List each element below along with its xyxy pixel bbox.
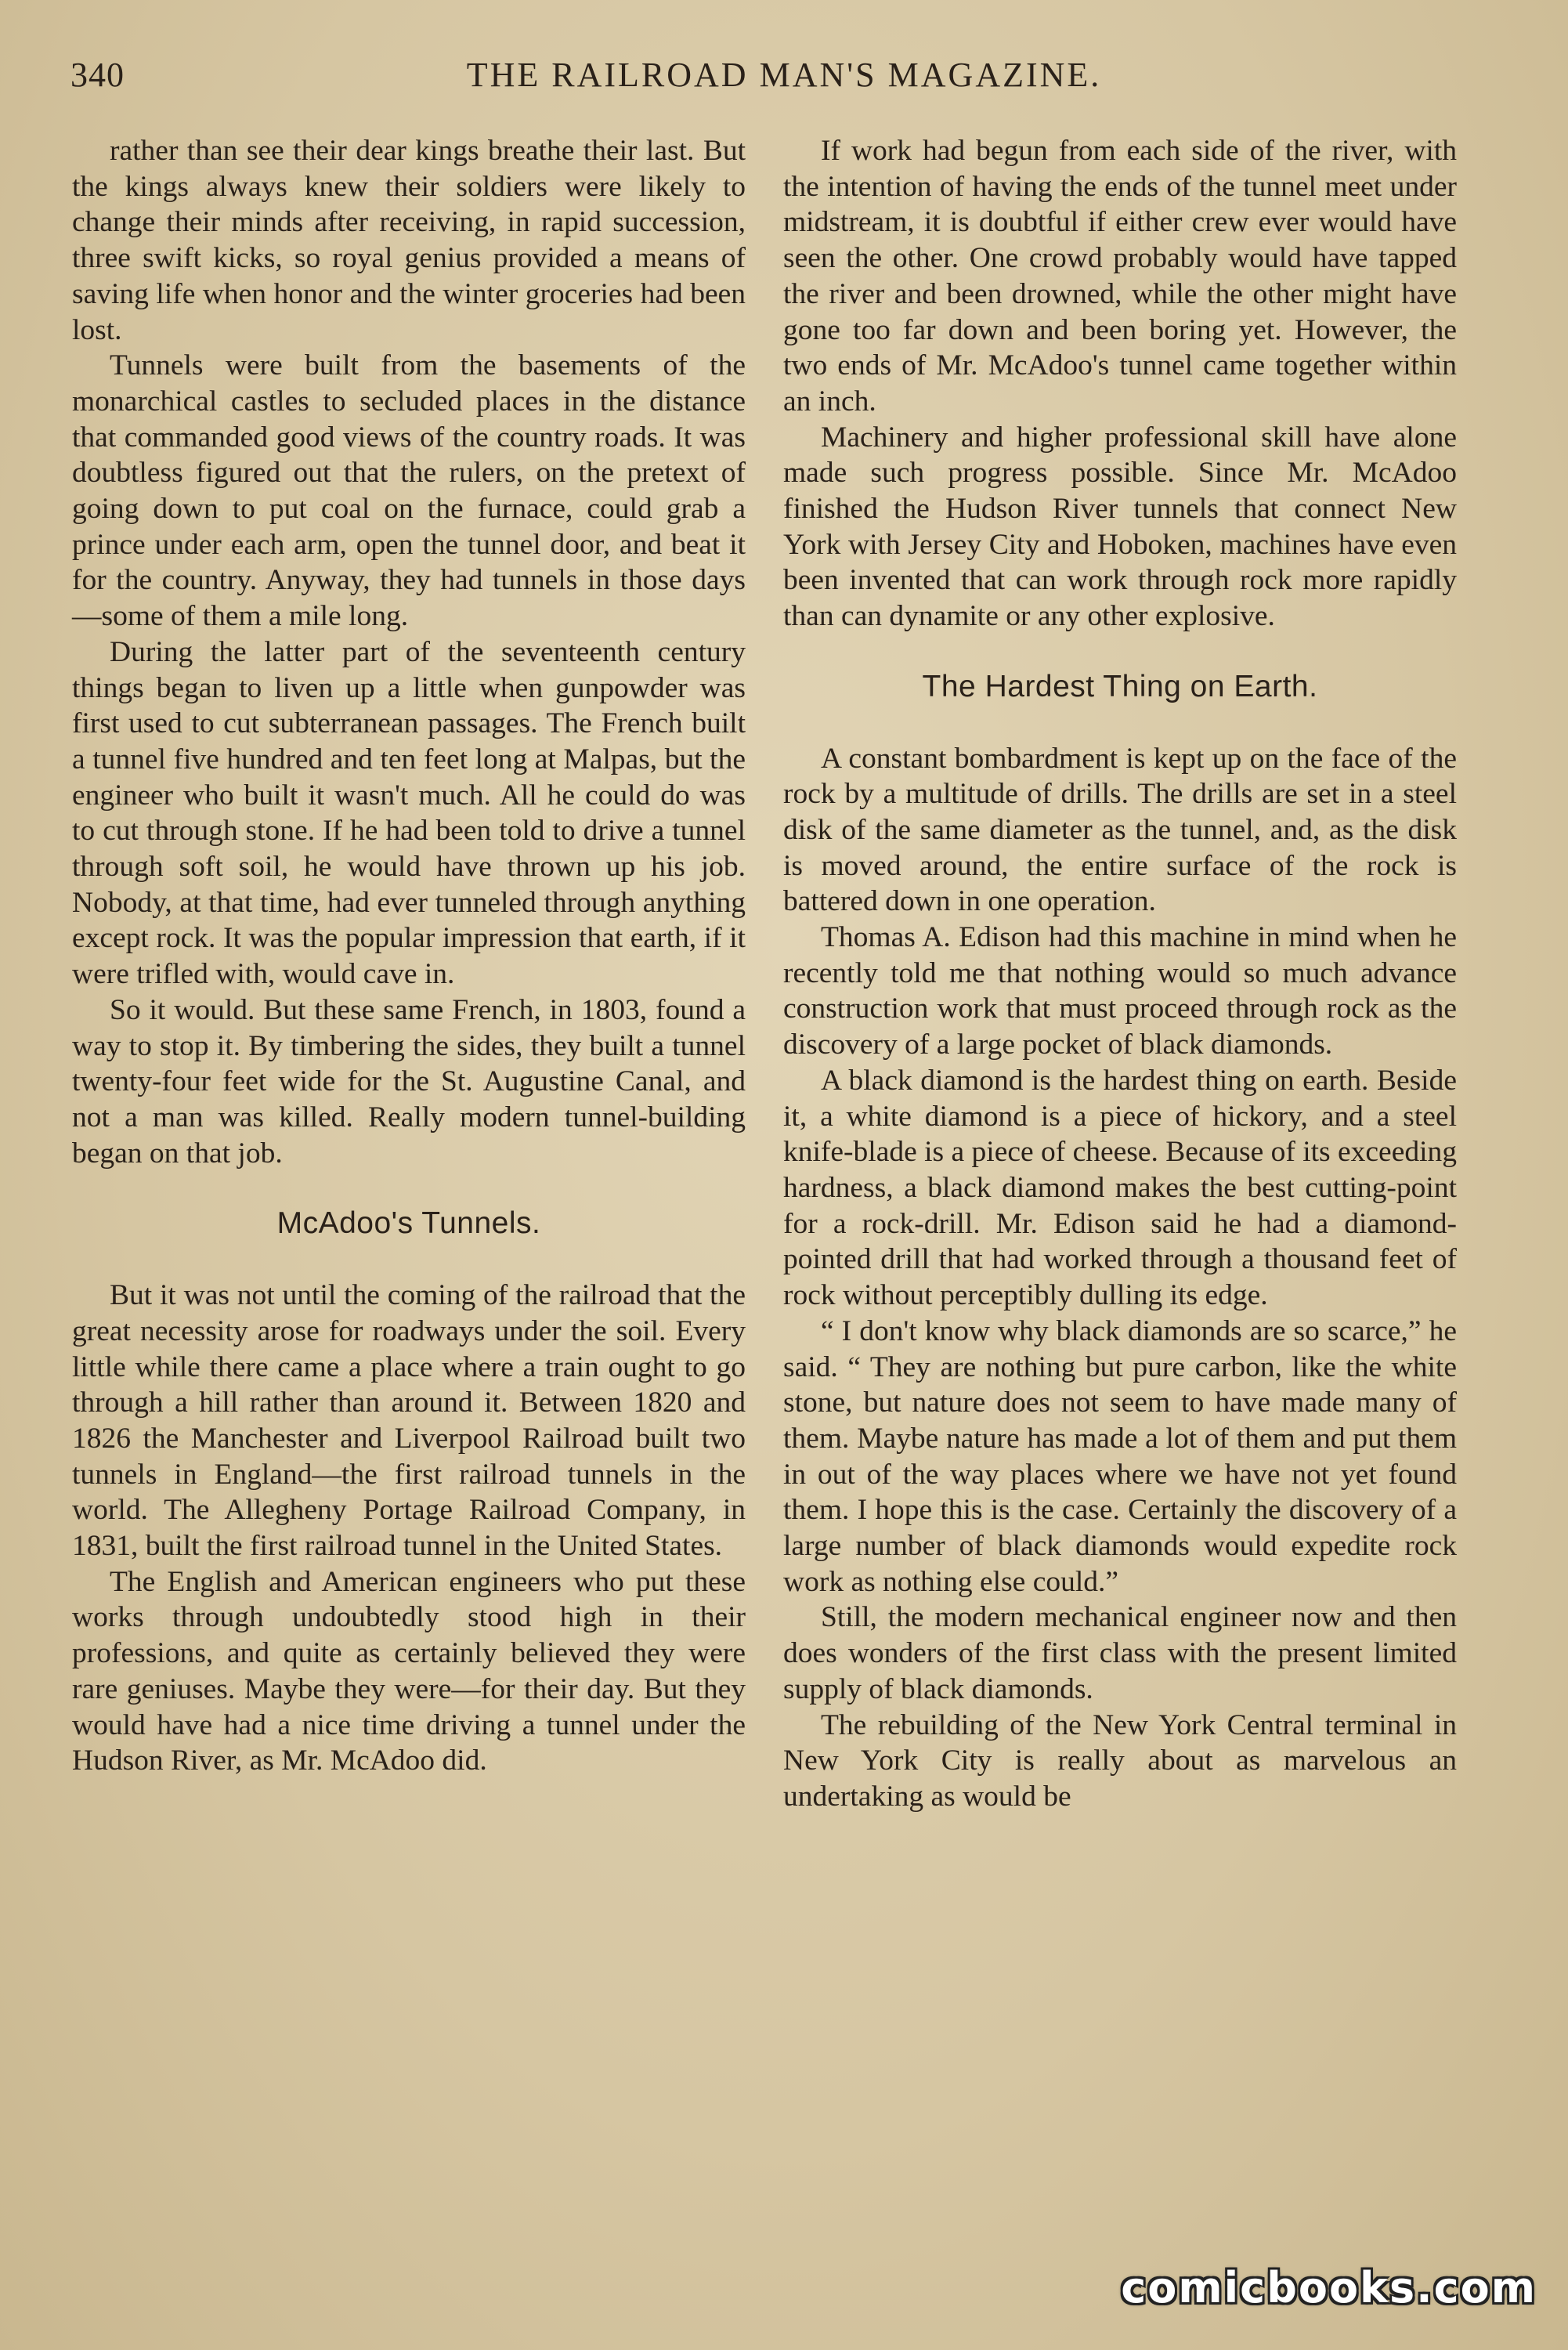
paragraph: Machinery and higher professional skill have alone made such progress possible. Since Mr. McAdoo finished the Hudson River tunnels that connect New York with Jersey City and Hoboken, machines have even been invented that can work through rock more rapidly than can dynamite or any other explosive.: [783, 421, 1457, 633]
paragraph: Tunnels were built from the basements of the monarchical castles to secluded places in the distance that commanded good views of the country roads. It was doubtless figured out that the rulers, on the pretext of going down to put coal on the furnace, could grab a prince under each arm, open the tunnel door, and beat it for the country. Anyway, they had tunnels in those days—some of them a mile long.: [72, 349, 746, 633]
paragraph: The English and American engineers who put these works through undoubtedly stood high in their professions, and quite as certainly believed they were rare geniuses. Maybe they were—for their day. But they would have had a nice time driving a tunnel under the Hudson River, as Mr. McAdoo did.: [72, 1565, 746, 1777]
page-number: 340: [70, 56, 125, 94]
paragraph: “ I don't know why black diamonds are so scarce,” he said. “ They are nothing but pure carbon, like the white stone, but nature does not seem to have made many of them. Maybe nature has made a lot of them and put them in out of the way places where we have not yet found them. I hope this is the case. Certainly the discovery of a large number of black diamonds would expedite rock work as nothing else could.”: [783, 1314, 1457, 1598]
paragraph: Still, the modern mechanical engineer now and then does wonders of the first class with the present limited supply of black diamonds.: [783, 1601, 1457, 1705]
paragraph: So it would. But these same French, in 1803, found a way to stop it. By timbering the sides, they built a tunnel twenty-four feet wide for the St. Augustine Canal, and not a man was killed. Really modern tunnel-building began on that job.: [72, 993, 746, 1170]
paragraph: A black diamond is the hardest thing on earth. Beside it, a white diamond is a piece of hickory, and a steel knife-blade is a piece of cheese. Because of its exceeding hardness, a black diamond makes the best cutting-point for a rock-drill. Mr. Edison said he had a diamond-pointed drill that had worked through a thousand feet of rock without perceptibly dulling its edge.: [783, 1064, 1458, 1312]
paragraph: During the latter part of the seventeenth century things began to liven up a little when gunpowder was first used to cut subterranean passages. The French built a tunnel five hundred and ten feet long at Malpas, but the engineer who built it wasn't much. All he could do was to cut through stone. If he had been told to drive a tunnel through soft soil, he would have thrown up his job. Nobody, at that time, had ever tunneled through anything except rock. It was the popular impression that earth, if it were trifled with, would cave in.: [72, 635, 746, 991]
section-heading: The Hardest Thing on Earth.: [922, 669, 1318, 703]
running-title: THE RAILROAD MAN'S MAGAZINE.: [466, 56, 1102, 94]
paragraph: The rebuilding of the New York Central terminal in New York City is really about as marvelous an undertaking as would be: [783, 1708, 1457, 1813]
paragraph: Thomas A. Edison had this machine in mind when he recently told me that nothing would so much advance construction work that must proceed through rock as the discovery of a large pocket of black diamonds.: [783, 921, 1457, 1061]
paragraph: If work had begun from each side of the river, with the intention of having the ends of the tunnel meet under midstream, it is doubtful if either crew ever would have seen the other. One crowd probably would have tapped the river and been drowned, while the other might have gone too far down and been boring yet. However, the two ends of Mr. McAdoo's tunnel came together within an inch.: [783, 135, 1457, 418]
left-column: [72, 133, 746, 1779]
watermark-logo: comicbooks.com: [1121, 2263, 1537, 2312]
page-header: [70, 55, 1498, 110]
section-heading: McAdoo's Tunnels.: [276, 1206, 541, 1241]
paragraph: But it was not until the coming of the railroad that the great necessity arose for roadways under the soil. Every little while there came a place where a train ought to go through a hill rather than around it. Between 1820 and 1826 the Manchester and Liverpool Railroad built two tunnels in England—the first railroad tunnels in the world. The Allegheny Portage Railroad Company, in 1831, built the first railroad tunnel in the United States.: [72, 1279, 746, 1563]
right-column: [783, 133, 1457, 1815]
paragraph: A constant bombardment is kept up on the face of the rock by a multitude of drills. The drills are set in a steel disk of the same diameter as the tunnel, and, as the disk is moved around, the entire surface of the rock is battered down in one operation.: [783, 742, 1457, 918]
paragraph: rather than see their dear kings breathe their last. But the kings always knew their soldiers were likely to change their minds after receiving, in rapid succession, three swift kicks, so royal genius provided a means of saving life when honor and the winter groceries had been lost.: [72, 135, 746, 346]
